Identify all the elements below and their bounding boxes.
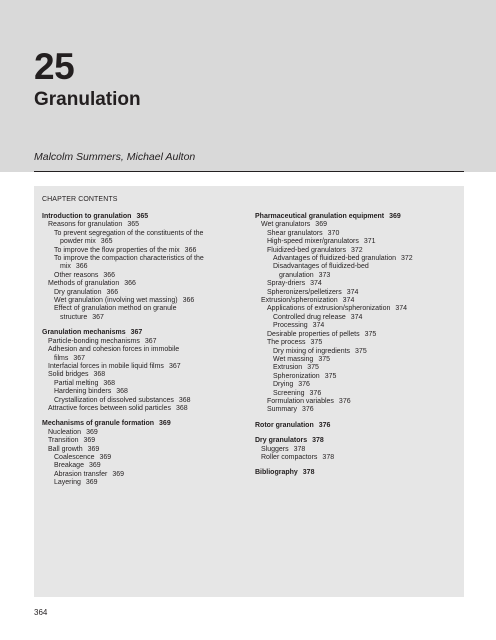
toc-entry xyxy=(42,346,242,354)
toc-entry-page: 374 xyxy=(342,297,355,305)
toc-entry-page: 373 xyxy=(318,271,331,279)
toc-entry xyxy=(42,329,242,337)
toc-entry xyxy=(42,420,242,428)
toc-entry xyxy=(255,213,460,221)
toc-entry-page: 374 xyxy=(310,280,322,288)
toc-entry-title: Ball growth xyxy=(48,445,83,453)
toc-entry-title: Wet massing xyxy=(273,355,314,363)
toc-entry-page: 366 xyxy=(106,288,119,296)
toc-entry-title: powder mix xyxy=(60,238,96,246)
toc-entry-title: Spray-driers xyxy=(267,280,306,288)
toc-entry-page: 367 xyxy=(130,329,143,337)
toc-entry-title: Pharmaceutical granulation equipment xyxy=(255,213,385,220)
toc-entry-title: Transition xyxy=(48,437,79,445)
toc-entry-title: Effect of granulation method on granule xyxy=(54,305,177,313)
chapter-header-band xyxy=(0,0,496,172)
toc-entry-page: 368 xyxy=(116,388,128,396)
toc-entry-page: 369 xyxy=(159,420,171,428)
toc-entry-title: Breakage xyxy=(54,462,84,470)
toc-entry-title: Granulation mechanisms xyxy=(42,329,126,337)
toc-entry-title: Introduction to granulation xyxy=(42,213,132,220)
toc-entry-title: Partial melting xyxy=(54,379,99,387)
toc-entry-title: Applications of extrusion/spheronization xyxy=(267,305,391,313)
toc-entry-title: Methods of granulation xyxy=(48,280,120,288)
toc-entry-title: Wet granulators xyxy=(261,221,311,229)
contents-column-left xyxy=(42,213,242,488)
toc-entry xyxy=(42,280,242,288)
toc-entry-page: 365 xyxy=(100,238,113,246)
toc-entry xyxy=(42,247,242,255)
toc-entry-title: Shear granulators xyxy=(267,229,323,237)
toc-entry-title: Layering xyxy=(54,479,81,487)
toc-entry xyxy=(255,398,460,406)
toc-entry-title: Dry mixing of ingredients xyxy=(273,347,351,355)
toc-entry-title: Screening xyxy=(273,389,305,397)
toc-entry xyxy=(255,238,460,246)
toc-entry-title: Roller compactors xyxy=(261,453,318,461)
toc-entry-page: 366 xyxy=(124,280,136,288)
toc-entry-title: Particle-bonding mechanisms xyxy=(48,337,140,345)
toc-entry-page: 375 xyxy=(310,339,323,347)
toc-entry-page: 375 xyxy=(324,372,337,380)
toc-entry-title: Disadvantages of fluidized-bed xyxy=(273,263,369,271)
toc-entry xyxy=(42,255,242,263)
toc-entry xyxy=(255,339,460,347)
toc-entry-title: Controlled drug release xyxy=(273,313,346,321)
toc-entry-page: 369 xyxy=(87,445,100,453)
contents-column-right xyxy=(255,213,460,478)
page-number: 364 xyxy=(34,608,48,617)
toc-entry-title: granulation xyxy=(279,271,314,279)
toc-entry xyxy=(255,390,460,398)
toc-entry-title: To improve the flow properties of the mix xyxy=(54,246,180,254)
chapter-title: Granulation xyxy=(34,89,141,110)
toc-entry xyxy=(255,454,460,462)
toc-entry xyxy=(42,446,242,454)
toc-entry xyxy=(42,471,242,479)
toc-entry-page: 369 xyxy=(99,453,112,461)
toc-entry-page: 367 xyxy=(73,354,86,362)
toc-entry-page: 372 xyxy=(351,246,363,254)
toc-entry-title: Fluidized-bed granulators xyxy=(267,246,346,254)
toc-entry xyxy=(42,305,242,313)
toc-entry-page: 367 xyxy=(92,313,104,321)
toc-entry xyxy=(255,356,460,364)
toc-entry-title: mix xyxy=(60,263,71,271)
toc-entry xyxy=(42,272,242,280)
toc-entry xyxy=(42,371,242,379)
toc-entry-title: Bibliography xyxy=(255,469,298,477)
toc-entry-page: 376 xyxy=(298,381,310,389)
toc-entry-title: Advantages of fluidized-bed granulation xyxy=(273,255,396,263)
chapter-authors: Malcolm Summers, Michael Aulton xyxy=(34,151,196,163)
toc-entry-title: Interfacial forces in mobile liquid films xyxy=(48,362,164,370)
chapter-number: 25 xyxy=(34,46,75,87)
toc-entry-page: 368 xyxy=(178,396,191,404)
contents-heading: CHAPTER CONTENTS xyxy=(42,196,118,203)
toc-entry xyxy=(42,397,242,405)
toc-entry-page: 374 xyxy=(395,305,408,313)
toc-entry xyxy=(42,462,242,470)
toc-entry xyxy=(42,388,242,396)
toc-entry-title: Other reasons xyxy=(54,271,99,279)
toc-entry-title: structure xyxy=(60,313,88,321)
toc-entry-title: Attractive forces between solid particles xyxy=(48,404,171,412)
toc-entry-page: 368 xyxy=(93,371,106,379)
toc-entry-title: Nucleation xyxy=(48,428,82,436)
toc-entry-page: 367 xyxy=(144,337,157,345)
toc-entry xyxy=(255,406,460,414)
toc-entry-page: 365 xyxy=(127,221,140,229)
toc-entry xyxy=(42,454,242,462)
toc-entry-title: Summary xyxy=(267,406,297,414)
toc-entry xyxy=(255,272,460,280)
toc-entry-title: Desirable properties of pellets xyxy=(267,330,360,338)
toc-entry-title: films xyxy=(54,354,69,362)
toc-entry xyxy=(42,380,242,388)
toc-entry-page: 368 xyxy=(175,404,188,412)
toc-entry-page: 378 xyxy=(302,469,315,477)
toc-entry xyxy=(255,297,460,305)
toc-entry xyxy=(42,213,242,221)
toc-entry-title: Dry granulators xyxy=(255,437,308,445)
toc-entry-page: 378 xyxy=(293,445,306,453)
toc-entry xyxy=(42,429,242,437)
toc-entry xyxy=(42,263,242,271)
toc-entry xyxy=(255,289,460,297)
toc-entry-title: Crystallization of dissolved substances xyxy=(54,396,174,404)
toc-entry xyxy=(42,437,242,445)
toc-entry-page: 369 xyxy=(83,437,96,445)
toc-entry xyxy=(255,247,460,255)
toc-entry-title: Spheronization xyxy=(273,372,320,380)
toc-entry xyxy=(42,405,242,413)
toc-entry xyxy=(255,280,460,288)
toc-entry xyxy=(42,479,242,487)
toc-entry xyxy=(255,255,460,263)
header-divider xyxy=(34,171,464,172)
toc-entry-page: 366 xyxy=(182,297,195,305)
toc-entry xyxy=(255,314,460,322)
toc-entry-page: 366 xyxy=(75,263,88,271)
toc-entry xyxy=(42,221,242,229)
toc-entry xyxy=(255,364,460,372)
toc-entry-page: 375 xyxy=(307,364,319,372)
toc-entry xyxy=(42,338,242,346)
toc-entry xyxy=(42,314,242,322)
toc-entry-page: 369 xyxy=(315,221,327,229)
toc-entry-title: Reasons for granulation xyxy=(48,221,123,229)
toc-entry-title: Extrusion/spheronization xyxy=(261,297,338,305)
toc-entry-title: Spheronizers/pelletizers xyxy=(267,288,342,296)
chapter-contents-box xyxy=(34,186,464,597)
toc-entry-page: 376 xyxy=(318,421,331,429)
toc-entry-title: High-speed mixer/granulators xyxy=(267,238,359,246)
toc-entry xyxy=(42,238,242,246)
toc-entry xyxy=(255,422,460,430)
toc-entry-title: Rotor granulation xyxy=(255,421,314,429)
toc-entry xyxy=(255,305,460,313)
toc-entry-page: 366 xyxy=(184,246,197,254)
toc-entry xyxy=(255,381,460,389)
toc-entry-page: 369 xyxy=(88,462,101,470)
toc-entry-title: Hardening binders xyxy=(54,388,112,396)
toc-entry-title: Dry granulation xyxy=(54,288,102,296)
toc-entry xyxy=(255,221,460,229)
toc-entry-page: 370 xyxy=(327,229,340,237)
toc-entry-page: 369 xyxy=(112,470,124,478)
toc-entry-page: 375 xyxy=(355,347,367,355)
toc-entry-page: 374 xyxy=(346,288,359,296)
toc-entry xyxy=(255,230,460,238)
toc-entry-page: 376 xyxy=(301,406,314,414)
toc-entry xyxy=(42,355,242,363)
toc-entry xyxy=(255,446,460,454)
toc-entry xyxy=(255,322,460,330)
toc-entry-page: 375 xyxy=(318,355,331,363)
toc-entry-page: 374 xyxy=(312,322,325,330)
toc-entry-page: 369 xyxy=(85,479,98,487)
toc-entry-title: The process xyxy=(267,339,306,347)
toc-entry-title: Solid bridges xyxy=(48,371,89,379)
toc-entry-page: 376 xyxy=(309,389,322,397)
toc-entry xyxy=(255,373,460,381)
toc-entry xyxy=(42,289,242,297)
toc-entry-title: Wet granulation (involving wet massing) xyxy=(54,297,178,305)
toc-entry-page: 376 xyxy=(338,397,351,405)
toc-entry xyxy=(42,363,242,371)
toc-entry xyxy=(255,437,460,445)
toc-entry-page: 369 xyxy=(389,213,401,220)
toc-entry-title: Adhesion and cohesion forces in immobile xyxy=(48,346,180,354)
toc-entry-title: Processing xyxy=(273,322,308,330)
toc-entry-title: Drying xyxy=(273,381,294,389)
toc-entry xyxy=(42,297,242,305)
toc-entry xyxy=(255,331,460,339)
toc-entry-page: 371 xyxy=(363,238,376,246)
toc-entry xyxy=(255,263,460,271)
toc-entry-page: 372 xyxy=(400,255,413,263)
toc-entry-page: 375 xyxy=(364,330,377,338)
toc-entry-title: Coalescence xyxy=(54,453,95,461)
toc-entry-title: Sluggers xyxy=(261,445,289,453)
toc-entry-title: Extrusion xyxy=(273,364,303,372)
toc-entry-title: Mechanisms of granule formation xyxy=(42,420,155,428)
toc-entry-page: 366 xyxy=(103,271,116,279)
toc-entry-title: Abrasion transfer xyxy=(54,470,108,478)
toc-entry-page: 367 xyxy=(168,362,181,370)
toc-entry-title: To prevent segregation of the constituents of the xyxy=(54,229,204,237)
toc-entry-page: 378 xyxy=(322,453,335,461)
toc-entry-page: 365 xyxy=(136,213,149,220)
toc-entry-title: To improve the compaction characteristics of the xyxy=(54,255,204,263)
toc-entry-page: 368 xyxy=(103,379,116,387)
toc-entry-page: 369 xyxy=(86,428,98,436)
toc-entry xyxy=(255,469,460,477)
toc-entry xyxy=(255,348,460,356)
toc-entry-title: Formulation variables xyxy=(267,397,334,405)
toc-entry-page: 374 xyxy=(350,313,363,321)
toc-entry-page: 378 xyxy=(312,437,324,445)
toc-entry xyxy=(42,230,242,238)
